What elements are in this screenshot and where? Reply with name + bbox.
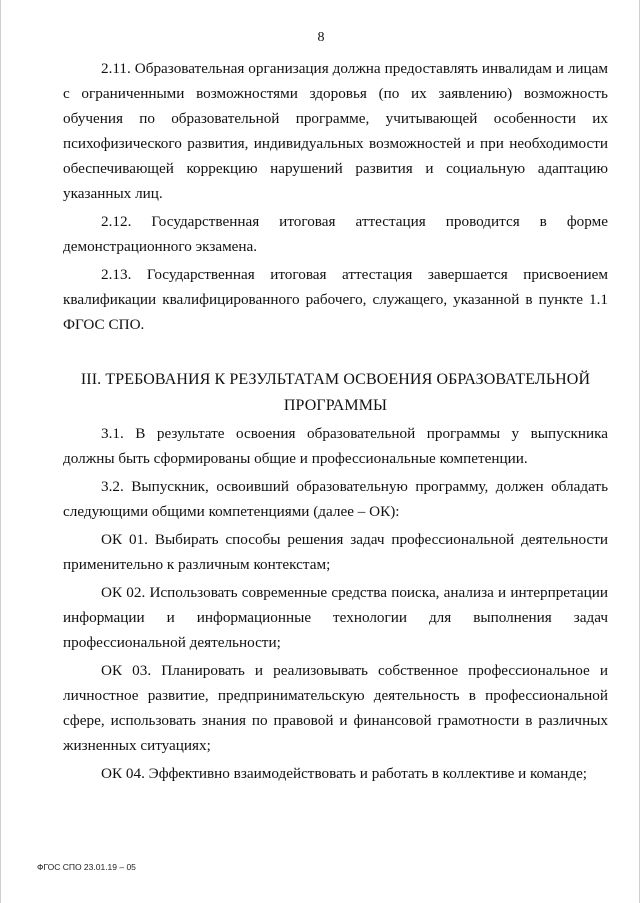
competency-ok-02: ОК 02. Использовать современные средства поиска, анализа и интерпретации информации и информационные технологии для выполнения задач профессиональной деятельности; <box>63 584 608 651</box>
page-number: 8 <box>317 30 325 45</box>
paragraph-2-11: 2.11. Образовательная организация должна предоставлять инвалидам и лицам с ограниченными возможностями здоровья (по их заявлению) возможность обучения по образовательной программе, учитывающей особенности их психофизического развития, индивидуальных возможностей и при необходимости обеспечивающей коррекцию нарушений развития и социальную адаптацию указанных лиц. <box>63 60 608 202</box>
paragraph-3-2: 3.2. Выпускник, освоивший образовательную программу, должен обладать следующими общими компетенциями (далее – ОК): <box>63 478 608 520</box>
competency-ok-03: ОК 03. Планировать и реализовывать собственное профессиональное и личностное развитие, предпринимательскую деятельность в профессиональной сфере, использовать знания по правовой и финансовой грамотности в различных жизненных ситуациях; <box>63 662 608 754</box>
page-footer: ФГОС СПО 23.01.19 – 05 <box>37 862 136 872</box>
section-heading: III. ТРЕБОВАНИЯ К РЕЗУЛЬТАТАМ ОСВОЕНИЯ ОБРАЗОВАТЕЛЬНОЙ ПРОГРАММЫ <box>80 371 591 414</box>
paragraph-3-1: 3.1. В результате освоения образовательной программы у выпускника должны быть сформированы общие и профессиональные компетенции. <box>63 425 608 467</box>
competency-ok-04: ОК 04. Эффективно взаимодействовать и работать в коллективе и команде; <box>101 765 588 782</box>
document-body <box>63 56 608 789</box>
paragraph-2-12: 2.12. Государственная итоговая аттестация проводится в форме демонстрационного экзамена. <box>63 213 608 255</box>
paragraph-2-13: 2.13. Государственная итоговая аттестация завершается присвоением квалификации квалифицированного рабочего, служащего, указанной в пункте 1.1 ФГОС СПО. <box>63 266 608 333</box>
competency-ok-01: ОК 01. Выбирать способы решения задач профессиональной деятельности применительно к различным контекстам; <box>63 531 608 573</box>
